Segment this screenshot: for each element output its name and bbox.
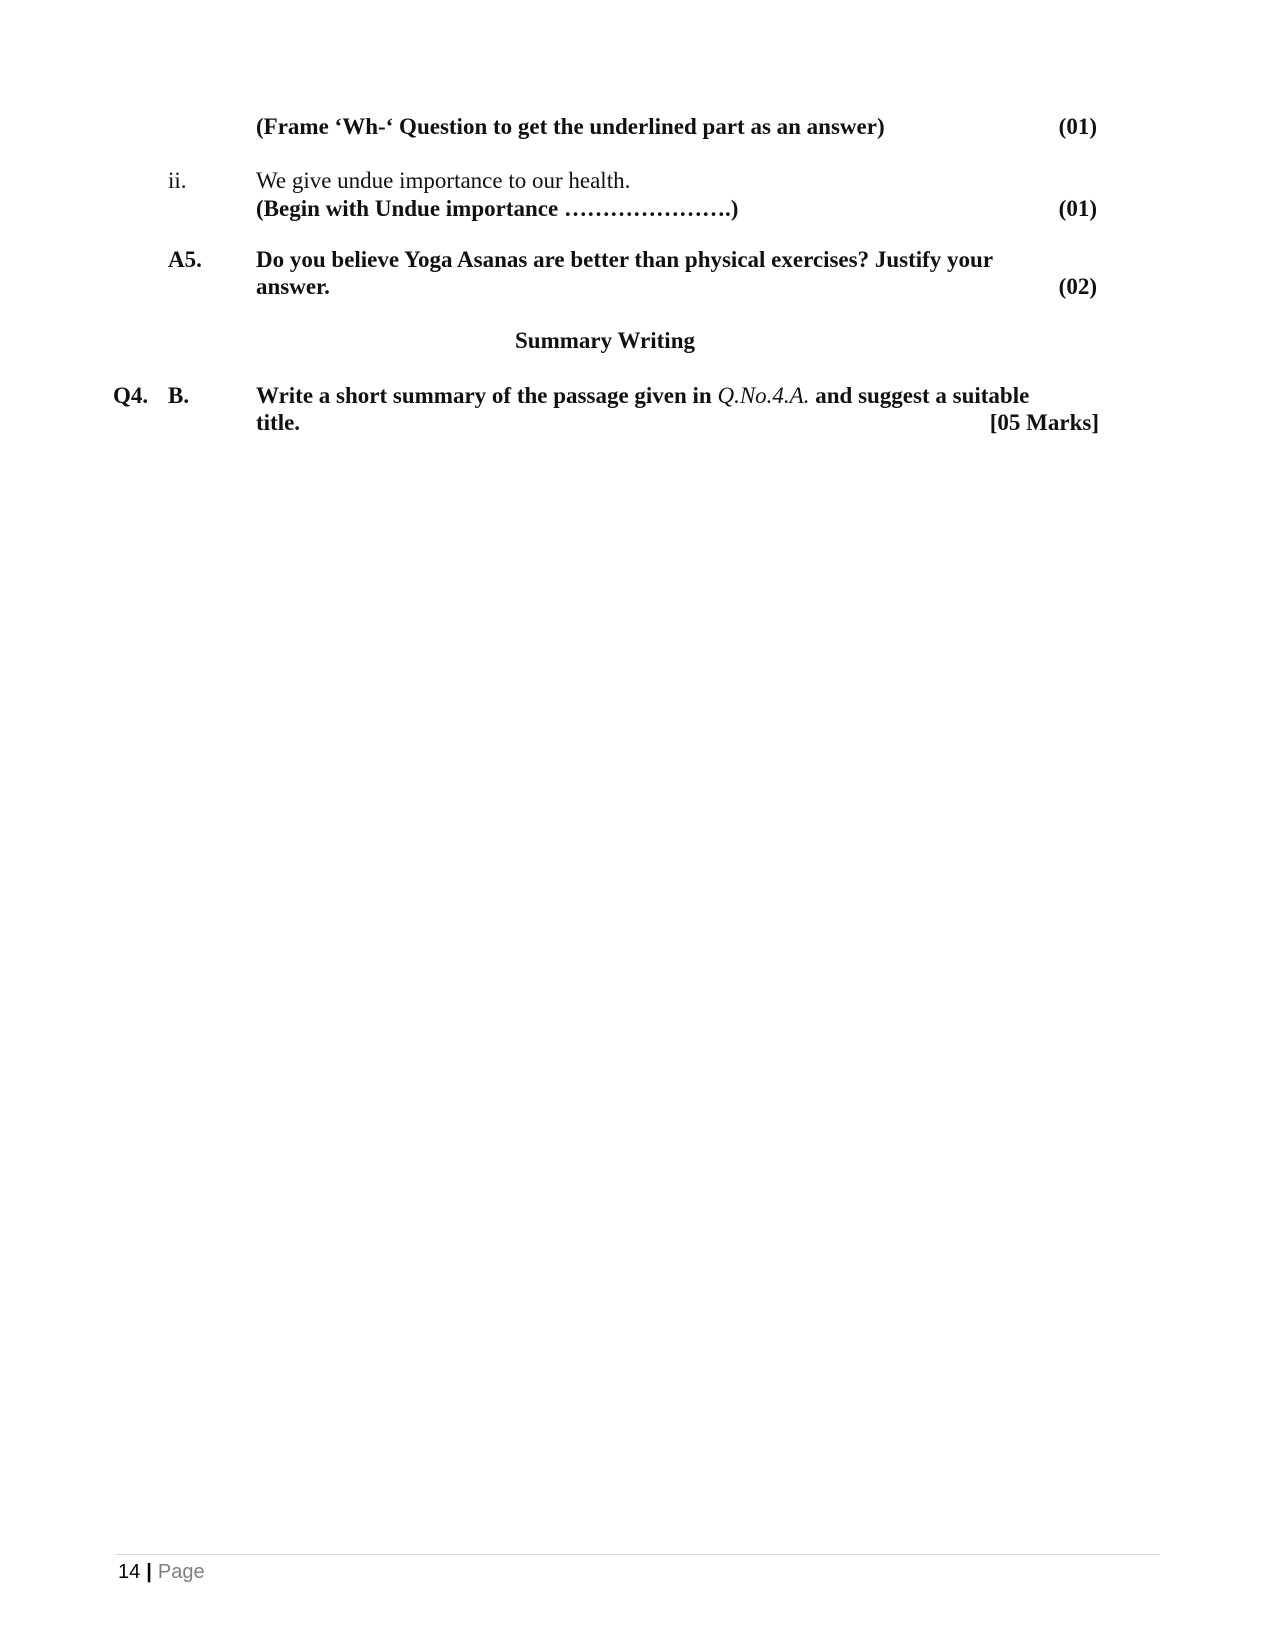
page-number: 14 bbox=[118, 1561, 141, 1583]
item-a5-question-line1: Do you believe Yoga Asanas are better than physical exercises? Justify your bbox=[256, 247, 994, 272]
q4b-marks: [05 Marks] bbox=[989, 410, 1099, 435]
item-ii-sentence: We give undue importance to our health. bbox=[256, 168, 631, 193]
q4-sub-label: B. bbox=[168, 383, 190, 408]
section-heading: Summary Writing bbox=[515, 328, 695, 353]
q4b-question-line1 bbox=[256, 382, 1029, 410]
q4b-passage-reference: Q.No.4.A. bbox=[717, 383, 810, 408]
item-a5-marks: (02) bbox=[1058, 274, 1097, 299]
frame-wh-instruction: (Frame ‘Wh-‘ Question to get the underlined part as an answer) bbox=[256, 114, 885, 139]
item-a5-question-line2: answer. bbox=[256, 274, 330, 299]
q4b-text-end: and suggest a suitable bbox=[809, 383, 1030, 408]
page-label: Page bbox=[157, 1561, 205, 1583]
item-a5-label: A5. bbox=[168, 247, 202, 272]
footer-divider bbox=[115, 1554, 1160, 1555]
frame-wh-marks: (01) bbox=[1058, 114, 1097, 139]
q4b-text-start: Write a short summary of the passage given in bbox=[256, 383, 718, 408]
item-ii-instruction: (Begin with Undue importance ………………….) bbox=[256, 196, 739, 221]
item-ii-label: ii. bbox=[168, 168, 187, 193]
page-footer bbox=[118, 1560, 205, 1584]
footer-separator: | bbox=[146, 1561, 152, 1583]
q4-label: Q4. bbox=[113, 383, 149, 408]
item-ii-marks: (01) bbox=[1058, 196, 1097, 221]
q4b-question-line2: title. bbox=[256, 410, 301, 435]
